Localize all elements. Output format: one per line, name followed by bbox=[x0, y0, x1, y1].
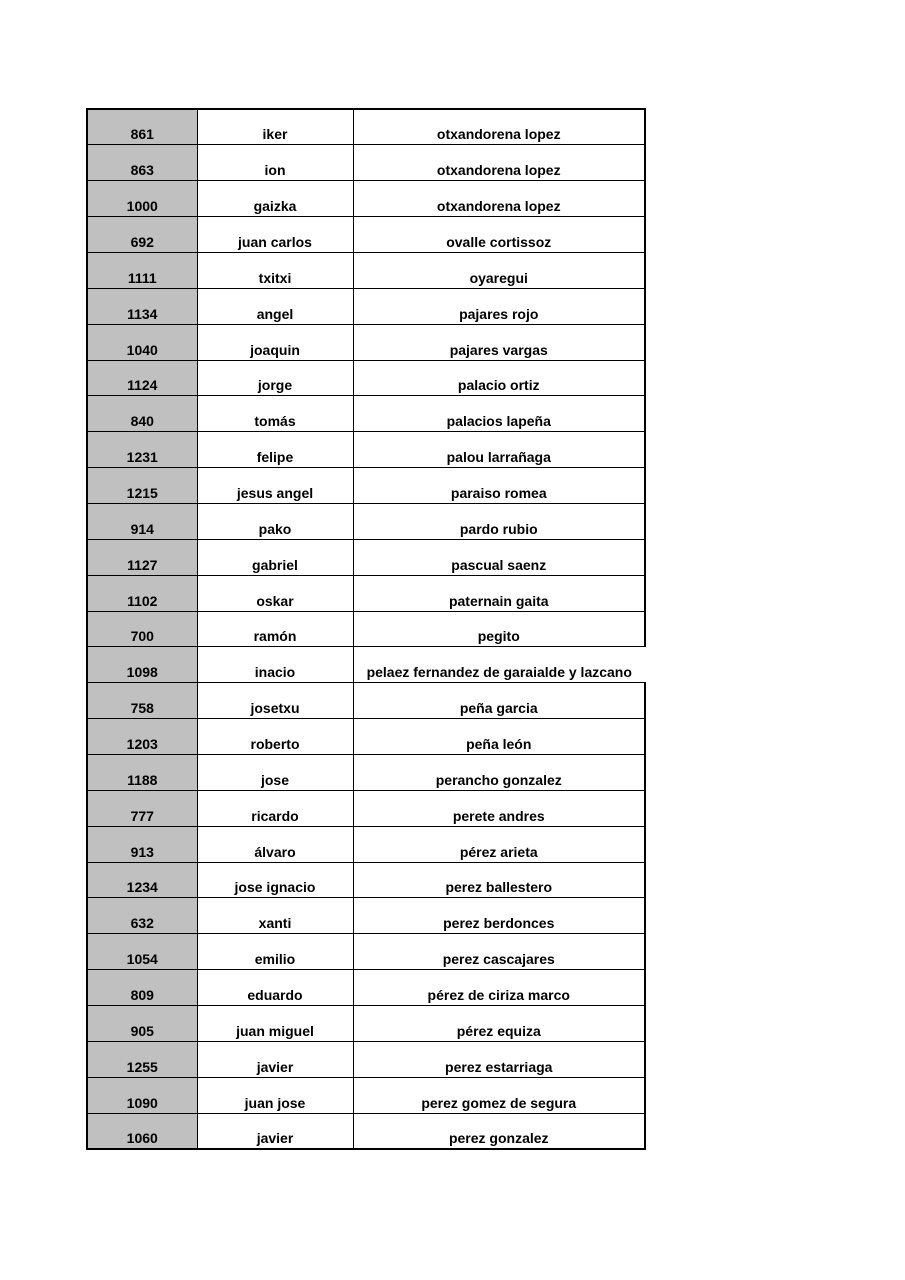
member-number-cell[interactable]: 914 bbox=[87, 503, 197, 539]
last-name-cell[interactable]: pérez arieta bbox=[353, 826, 645, 862]
first-name-cell[interactable]: juan jose bbox=[197, 1077, 353, 1113]
last-name-cell[interactable]: perancho gonzalez bbox=[353, 754, 645, 790]
member-number-cell[interactable]: 1090 bbox=[87, 1077, 197, 1113]
member-number-cell[interactable]: 1111 bbox=[87, 252, 197, 288]
first-name-cell[interactable]: txitxi bbox=[197, 252, 353, 288]
table-row bbox=[87, 970, 645, 1006]
table-row bbox=[87, 719, 645, 755]
table-row bbox=[87, 539, 645, 575]
member-number-cell[interactable]: 840 bbox=[87, 396, 197, 432]
first-name-cell[interactable]: jorge bbox=[197, 360, 353, 396]
first-name-cell[interactable]: javier bbox=[197, 1113, 353, 1149]
last-name-cell[interactable]: ovalle cortissoz bbox=[353, 217, 645, 253]
last-name-cell[interactable]: pelaez fernandez de garaialde y lazcano bbox=[353, 647, 645, 683]
member-number-cell[interactable]: 777 bbox=[87, 790, 197, 826]
first-name-cell[interactable]: joaquin bbox=[197, 324, 353, 360]
member-number-cell[interactable]: 1102 bbox=[87, 575, 197, 611]
member-number-cell[interactable]: 758 bbox=[87, 683, 197, 719]
first-name-cell[interactable]: eduardo bbox=[197, 970, 353, 1006]
last-name-cell[interactable]: paternain gaita bbox=[353, 575, 645, 611]
first-name-cell[interactable]: emilio bbox=[197, 934, 353, 970]
member-number-cell[interactable]: 692 bbox=[87, 217, 197, 253]
names-table bbox=[86, 108, 646, 1150]
last-name-cell[interactable]: otxandorena lopez bbox=[353, 181, 645, 217]
first-name-cell[interactable]: roberto bbox=[197, 719, 353, 755]
last-name-cell[interactable]: pérez equiza bbox=[353, 1005, 645, 1041]
member-number-cell[interactable]: 1215 bbox=[87, 468, 197, 504]
last-name-cell[interactable]: pegito bbox=[353, 611, 645, 647]
table-row bbox=[87, 252, 645, 288]
last-name-cell[interactable]: pardo rubio bbox=[353, 503, 645, 539]
first-name-cell[interactable]: álvaro bbox=[197, 826, 353, 862]
first-name-cell[interactable]: inacio bbox=[197, 647, 353, 683]
first-name-cell[interactable]: ion bbox=[197, 145, 353, 181]
first-name-cell[interactable]: jesus angel bbox=[197, 468, 353, 504]
member-number-cell[interactable]: 1060 bbox=[87, 1113, 197, 1149]
table-row bbox=[87, 683, 645, 719]
table-row bbox=[87, 647, 645, 683]
last-name-cell[interactable]: peña león bbox=[353, 719, 645, 755]
first-name-cell[interactable]: oskar bbox=[197, 575, 353, 611]
first-name-cell[interactable]: josetxu bbox=[197, 683, 353, 719]
table-row bbox=[87, 145, 645, 181]
member-number-cell[interactable]: 1040 bbox=[87, 324, 197, 360]
last-name-cell[interactable]: paraiso romea bbox=[353, 468, 645, 504]
last-name-cell[interactable]: perez cascajares bbox=[353, 934, 645, 970]
first-name-cell[interactable]: ricardo bbox=[197, 790, 353, 826]
member-number-cell[interactable]: 905 bbox=[87, 1005, 197, 1041]
member-number-cell[interactable]: 700 bbox=[87, 611, 197, 647]
member-number-cell[interactable]: 861 bbox=[87, 109, 197, 145]
member-number-cell[interactable]: 863 bbox=[87, 145, 197, 181]
last-name-cell[interactable]: perez gonzalez bbox=[353, 1113, 645, 1149]
table-row bbox=[87, 217, 645, 253]
first-name-cell[interactable]: angel bbox=[197, 288, 353, 324]
last-name-cell[interactable]: pajares vargas bbox=[353, 324, 645, 360]
member-number-cell[interactable]: 1098 bbox=[87, 647, 197, 683]
member-number-cell[interactable]: 1127 bbox=[87, 539, 197, 575]
table-row bbox=[87, 360, 645, 396]
member-number-cell[interactable]: 913 bbox=[87, 826, 197, 862]
table-row bbox=[87, 1041, 645, 1077]
first-name-cell[interactable]: jose ignacio bbox=[197, 862, 353, 898]
table-row bbox=[87, 934, 645, 970]
table-row bbox=[87, 575, 645, 611]
table-row bbox=[87, 503, 645, 539]
member-number-cell[interactable]: 1188 bbox=[87, 754, 197, 790]
table-row bbox=[87, 288, 645, 324]
last-name-cell[interactable]: otxandorena lopez bbox=[353, 145, 645, 181]
first-name-cell[interactable]: pako bbox=[197, 503, 353, 539]
member-number-cell[interactable]: 809 bbox=[87, 970, 197, 1006]
first-name-cell[interactable]: tomás bbox=[197, 396, 353, 432]
last-name-cell[interactable]: peña garcia bbox=[353, 683, 645, 719]
member-number-cell[interactable]: 1231 bbox=[87, 432, 197, 468]
table-row bbox=[87, 754, 645, 790]
member-number-cell[interactable]: 632 bbox=[87, 898, 197, 934]
last-name-cell[interactable]: perez gomez de segura bbox=[353, 1077, 645, 1113]
last-name-cell[interactable]: pajares rojo bbox=[353, 288, 645, 324]
first-name-cell[interactable]: juan carlos bbox=[197, 217, 353, 253]
table-row bbox=[87, 611, 645, 647]
table-row bbox=[87, 324, 645, 360]
table-row bbox=[87, 826, 645, 862]
first-name-cell[interactable]: iker bbox=[197, 109, 353, 145]
first-name-cell[interactable]: xanti bbox=[197, 898, 353, 934]
last-name-cell[interactable]: pascual saenz bbox=[353, 539, 645, 575]
last-name-cell[interactable]: palacio ortiz bbox=[353, 360, 645, 396]
table-row bbox=[87, 468, 645, 504]
table-row bbox=[87, 396, 645, 432]
last-name-cell[interactable]: perez ballestero bbox=[353, 862, 645, 898]
first-name-cell[interactable]: gabriel bbox=[197, 539, 353, 575]
last-name-cell[interactable]: palou larrañaga bbox=[353, 432, 645, 468]
member-number-cell[interactable]: 1234 bbox=[87, 862, 197, 898]
table-row bbox=[87, 1077, 645, 1113]
spreadsheet-sheet bbox=[86, 108, 646, 1150]
member-number-cell[interactable]: 1000 bbox=[87, 181, 197, 217]
table-row bbox=[87, 432, 645, 468]
member-number-cell[interactable]: 1134 bbox=[87, 288, 197, 324]
member-number-cell[interactable]: 1054 bbox=[87, 934, 197, 970]
table-body bbox=[87, 109, 645, 1149]
first-name-cell[interactable]: juan miguel bbox=[197, 1005, 353, 1041]
first-name-cell[interactable]: javier bbox=[197, 1041, 353, 1077]
first-name-cell[interactable]: felipe bbox=[197, 432, 353, 468]
last-name-cell[interactable]: perez estarriaga bbox=[353, 1041, 645, 1077]
member-number-cell[interactable]: 1255 bbox=[87, 1041, 197, 1077]
last-name-cell[interactable]: perez berdonces bbox=[353, 898, 645, 934]
member-number-cell[interactable]: 1203 bbox=[87, 719, 197, 755]
last-name-cell[interactable]: otxandorena lopez bbox=[353, 109, 645, 145]
table-row bbox=[87, 1113, 645, 1149]
table-row bbox=[87, 862, 645, 898]
last-name-cell[interactable]: oyaregui bbox=[353, 252, 645, 288]
table-row bbox=[87, 790, 645, 826]
table-row bbox=[87, 109, 645, 145]
table-row bbox=[87, 1005, 645, 1041]
last-name-cell[interactable]: palacios lapeña bbox=[353, 396, 645, 432]
table-row bbox=[87, 898, 645, 934]
last-name-cell[interactable]: pérez de ciriza marco bbox=[353, 970, 645, 1006]
first-name-cell[interactable]: gaizka bbox=[197, 181, 353, 217]
first-name-cell[interactable]: ramón bbox=[197, 611, 353, 647]
last-name-cell[interactable]: perete andres bbox=[353, 790, 645, 826]
member-number-cell[interactable]: 1124 bbox=[87, 360, 197, 396]
table-row bbox=[87, 181, 645, 217]
first-name-cell[interactable]: jose bbox=[197, 754, 353, 790]
